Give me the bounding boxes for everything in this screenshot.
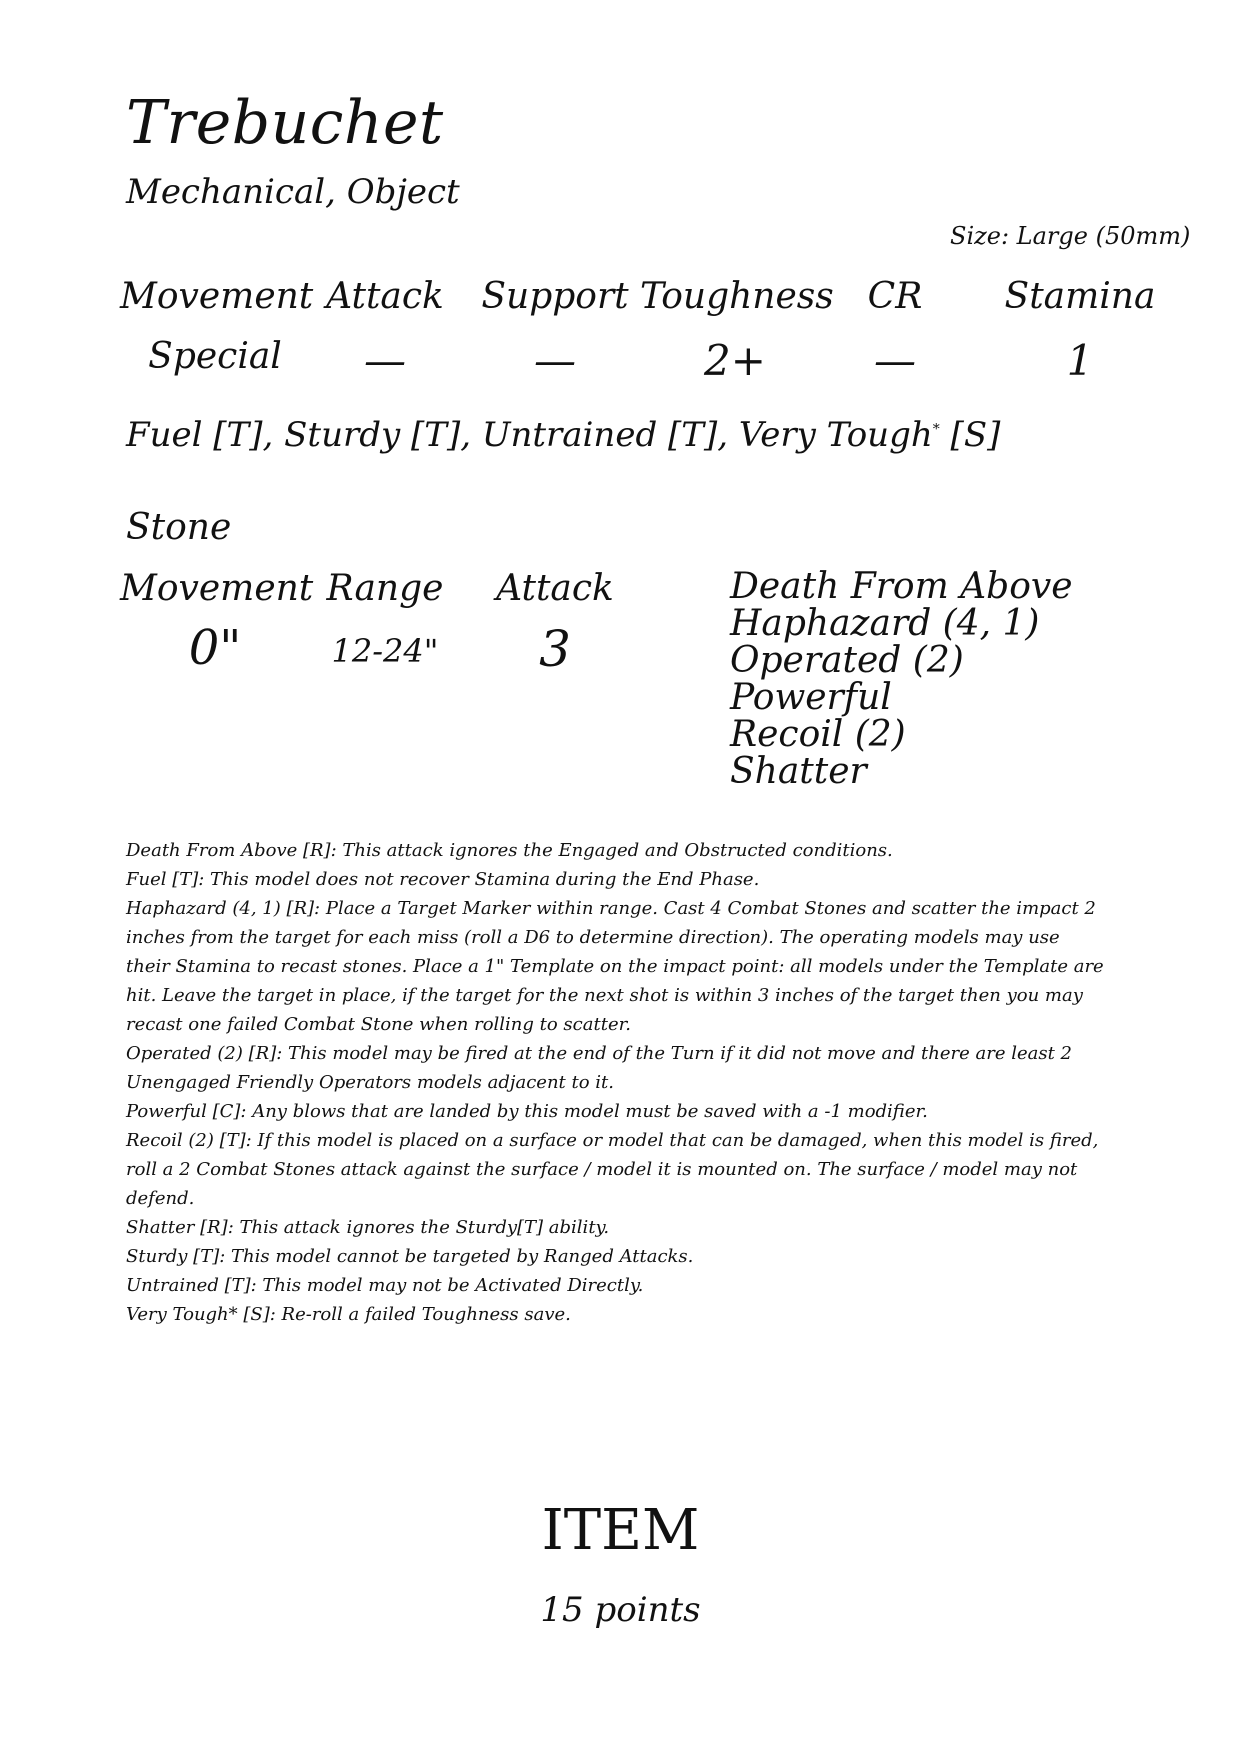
stat-header-movement: Movement (120, 276, 314, 317)
base-size: Size: Large (50mm) (950, 222, 1191, 250)
rule-description: Untrained [T]: This model may not be Activated Directly. (126, 1275, 644, 1296)
rule-description: Fuel [T]: This model does not recover Stamina during the End Phase. (126, 869, 760, 890)
weapon-rule: Death From Above (730, 566, 1073, 607)
model-title: Trebuchet (126, 88, 444, 158)
weapon-header-movement: Movement (120, 568, 314, 609)
points-cost: 15 points (540, 1590, 701, 1630)
category-label: ITEM (541, 1498, 700, 1563)
rule-description: Haphazard (4, 1) [R]: Place a Target Marker within range. Cast 4 Combat Stones and scatter the impact 2 inches from the target for each miss (roll a D6 to determine direction). The operating models may use their Stamina to recast stones. Place a 1" Template on the impact point: all models under the Template are hit. Leave the target in place, if the target for the next shot is within 3 inches of the target then you may recast one failed Combat Stone when rolling to scatter. (126, 898, 1104, 1035)
traits-mark: * (932, 421, 940, 438)
weapon-rule: Operated (2) (730, 640, 964, 681)
traits-text: Fuel [T], Sturdy [T], Untrained [T], Very Tough (126, 415, 933, 455)
weapon-value-range: 12-24" (331, 632, 439, 670)
stat-value-cr: — (874, 336, 916, 385)
stat-header-stamina: Stamina (1004, 276, 1156, 317)
stat-header-cr: CR (867, 276, 923, 317)
rule-description: Shatter [R]: This attack ignores the Sturdy[T] ability. (126, 1217, 610, 1238)
weapon-rule: Shatter (730, 751, 867, 792)
traits-suffix: [S] (939, 415, 1001, 455)
rule-description: Sturdy [T]: This model cannot be targeted by Ranged Attacks. (126, 1246, 694, 1267)
weapon-name: Stone (126, 507, 232, 548)
weapon-rules (730, 568, 1073, 790)
weapon-header-range: Range (326, 568, 444, 609)
rule-description: Operated (2) [R]: This model may be fired at the end of the Turn if it did not move and there are least 2 Unengaged Friendly Operators models adjacent to it. (126, 1043, 1073, 1093)
stat-value-attack: — (364, 336, 406, 385)
rule-description: Death From Above [R]: This attack ignores the Engaged and Obstructed conditions. (126, 840, 893, 861)
weapon-rule: Haphazard (4, 1) (730, 603, 1040, 644)
weapon-header-attack: Attack (496, 568, 614, 609)
rule-description: Powerful [C]: Any blows that are landed by this model must be saved with a -1 modifier. (126, 1101, 928, 1122)
stat-value-support: — (534, 336, 576, 385)
stat-value-stamina: 1 (1066, 336, 1094, 385)
weapon-rule: Powerful (730, 677, 892, 718)
stat-header-support: Support (481, 276, 629, 317)
rule-description: Recoil (2) [T]: If this model is placed on a surface or model that can be damaged, when this model is fired, roll a 2 Combat Stones attack against the surface / model it is mounted on. The surface / model may not defend. (126, 1130, 1099, 1209)
weapon-value-movement: 0" (188, 620, 242, 676)
rules-descriptions (126, 836, 1106, 1329)
stat-value-toughness: 2+ (704, 336, 766, 385)
weapon-rule: Recoil (2) (730, 714, 906, 755)
traits-line (126, 415, 1000, 455)
weapon-value-attack: 3 (539, 620, 571, 678)
model-keywords: Mechanical, Object (126, 172, 460, 212)
stat-header-attack: Attack (326, 276, 444, 317)
stat-header-toughness: Toughness (640, 276, 834, 317)
stat-value-movement: Special (148, 336, 282, 377)
rule-description: Very Tough* [S]: Re-roll a failed Toughness save. (126, 1304, 571, 1325)
